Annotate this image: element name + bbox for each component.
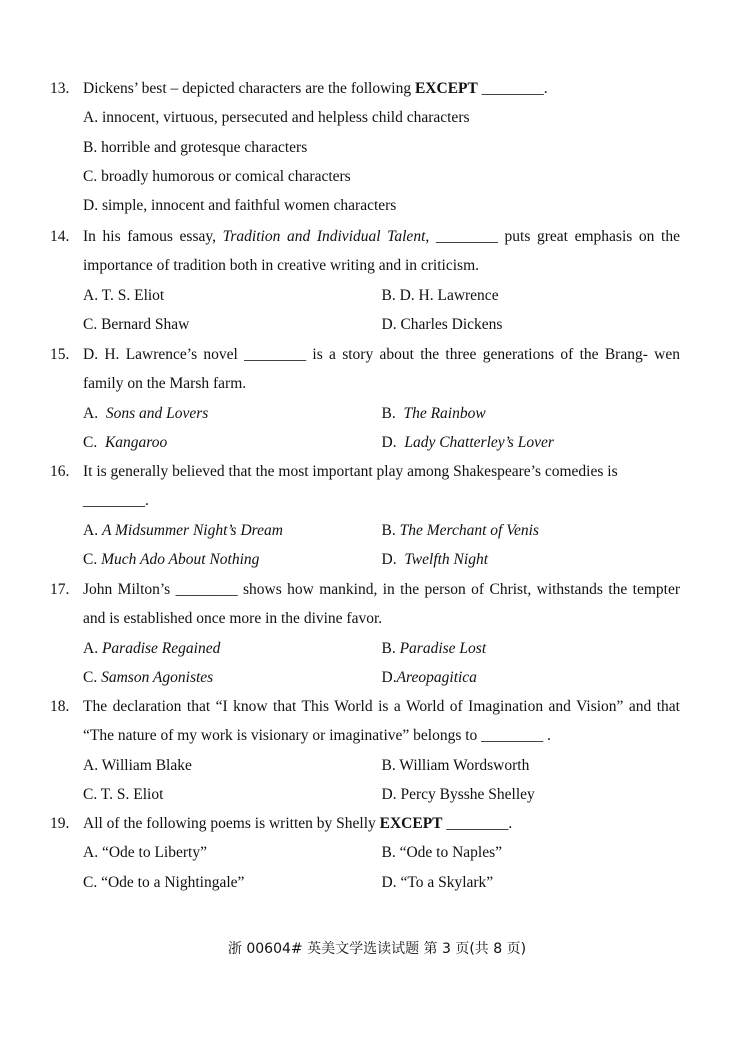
- question-number: 17.: [50, 581, 70, 598]
- option-a: A. innocent, virtuous, persecuted and helpless child characters: [83, 109, 470, 127]
- option-a: A. Paradise Regained: [83, 639, 221, 657]
- option-d: D. simple, innocent and faithful women characters: [83, 197, 397, 215]
- option-c: C. Much Ado About Nothing: [83, 550, 260, 568]
- option-d: D. Charles Dickens: [381, 315, 503, 333]
- question-stem: D. H. Lawrence’s novel ________ is a story about the three generations of the Brang- wen family on the Marsh farm.: [83, 346, 680, 393]
- option-b: B. The Rainbow: [381, 404, 486, 422]
- option-d: D. Lady Chatterley’s Lover: [381, 433, 554, 451]
- option-c: C. “Ode to a Nightingale”: [83, 873, 245, 891]
- option-c: C. T. S. Eliot: [83, 785, 164, 803]
- option-b: B. Paradise Lost: [381, 639, 487, 657]
- option-a: A. William Blake: [83, 756, 192, 774]
- option-b: B. William Wordsworth: [381, 756, 530, 774]
- option-b: B. D. H. Lawrence: [381, 286, 499, 304]
- option-c: C. broadly humorous or comical characters: [83, 167, 351, 185]
- question-number: 13.: [50, 80, 70, 97]
- option-a: A. T. S. Eliot: [83, 286, 165, 304]
- option-a: A. A Midsummer Night’s Dream: [83, 521, 283, 539]
- option-a: A. Sons and Lovers: [83, 404, 209, 422]
- question-14: [50, 222, 680, 339]
- page-footer: 浙 00604# 英美文学选读试题 第 3 页(共 8 页): [227, 941, 527, 957]
- question-number: 18.: [50, 698, 70, 715]
- option-b: B. The Merchant of Venis: [381, 521, 539, 539]
- option-c: C. Kangaroo: [83, 433, 168, 451]
- question-stem: It is generally believed that the most important play among Shakespeare’s comedies is ________.: [83, 463, 618, 510]
- option-d: D. Percy Bysshe Shelley: [381, 785, 535, 803]
- question-number: 16.: [50, 463, 70, 480]
- option-b: B. “Ode to Naples”: [381, 844, 503, 862]
- question-17: [50, 575, 680, 692]
- option-b: B. horrible and grotesque characters: [83, 138, 308, 156]
- option-a: A. “Ode to Liberty”: [83, 844, 207, 862]
- question-number: 14.: [50, 228, 70, 245]
- question-15: [50, 340, 680, 457]
- question-stem: All of the following poems is written by Shelly EXCEPT ________.: [83, 815, 513, 832]
- question-stem: In his famous essay, Tradition and Individual Talent, ________ puts great emphasis on the importance of tradition both in creative writing and in criticism.: [83, 228, 680, 275]
- question-number: 19.: [50, 815, 70, 832]
- question-19: [50, 809, 680, 897]
- option-d: D.Areopagitica: [381, 668, 477, 686]
- option-d: D. “To a Skylark”: [381, 873, 494, 891]
- option-d: D. Twelfth Night: [381, 550, 489, 568]
- question-stem: John Milton’s ________ shows how mankind, in the person of Christ, withstands the tempter and is established once more in the divine favor.: [83, 581, 680, 628]
- question-stem: Dickens’ best – depicted characters are the following EXCEPT ________.: [83, 80, 548, 97]
- question-18: [50, 692, 680, 809]
- option-c: C. Samson Agonistes: [83, 668, 214, 686]
- question-number: 15.: [50, 346, 70, 363]
- question-stem: The declaration that “I know that This World is a World of Imagination and Vision” and that “The nature of my work is visionary or imaginative” belongs to ________ .: [83, 698, 680, 745]
- option-c: C. Bernard Shaw: [83, 315, 190, 333]
- question-16: [50, 457, 680, 574]
- question-13: [50, 74, 680, 220]
